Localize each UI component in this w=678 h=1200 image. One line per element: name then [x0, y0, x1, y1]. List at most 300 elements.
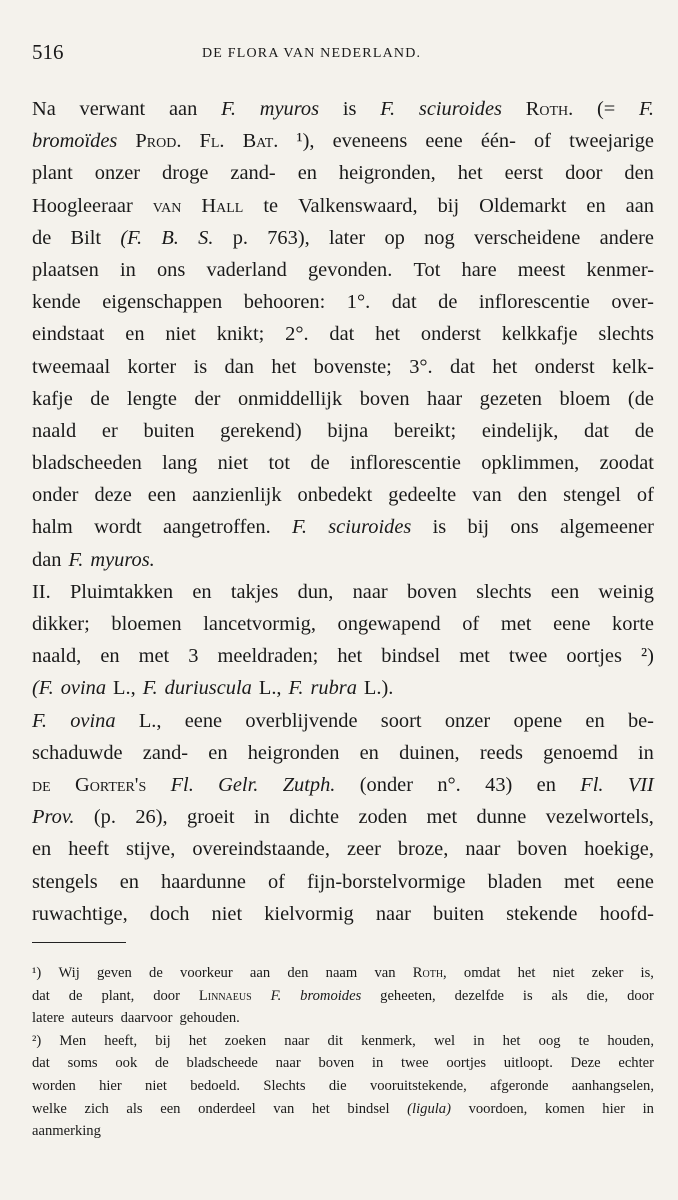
- page-header: [32, 40, 654, 70]
- word: takjes: [230, 580, 279, 603]
- text-line: [32, 866, 654, 898]
- word: inflorescentie: [478, 291, 590, 314]
- word: aanhangselen,: [571, 1077, 654, 1094]
- word: en: [297, 162, 317, 185]
- text-line: [32, 833, 654, 865]
- word: uitloopt.: [503, 1055, 553, 1072]
- word: door: [565, 162, 603, 185]
- word: aanmerking: [32, 1123, 101, 1140]
- word: niet: [145, 1077, 167, 1094]
- word: hier: [99, 1077, 122, 1094]
- word: bedoeld.: [190, 1077, 241, 1094]
- text-line: [32, 383, 654, 415]
- word: een: [160, 1100, 181, 1117]
- word: in: [371, 1055, 384, 1072]
- text-line: [32, 737, 654, 769]
- word: ²): [32, 1032, 42, 1049]
- word: weinig: [598, 580, 654, 603]
- word: en: [585, 709, 605, 732]
- word: naar: [352, 580, 388, 603]
- word: zeker: [591, 965, 624, 981]
- word: oortjes: [566, 645, 622, 668]
- word: Tot: [413, 258, 441, 281]
- word: vaderland: [206, 258, 287, 281]
- word: Wij: [58, 965, 80, 981]
- word: doch: [149, 902, 190, 925]
- word: niet: [552, 965, 575, 981]
- word: F.: [142, 677, 158, 700]
- word: duriuscula: [164, 677, 252, 700]
- word: en: [125, 323, 145, 346]
- word: de: [90, 387, 110, 410]
- word: dat: [329, 323, 355, 346]
- word: F.: [32, 709, 47, 732]
- word: bladen: [487, 870, 542, 893]
- word: zand-: [230, 162, 276, 185]
- word: plant: [32, 162, 73, 185]
- text-line: [32, 511, 654, 543]
- word: is: [522, 987, 533, 1004]
- word: hoofd-: [599, 902, 654, 925]
- word: 3°.: [409, 355, 433, 378]
- word: dan: [32, 548, 62, 571]
- word: meest: [517, 258, 566, 281]
- word: de: [32, 773, 51, 796]
- word: met: [459, 645, 490, 668]
- word: die,: [586, 987, 609, 1004]
- word: opklimmen,: [481, 452, 580, 475]
- word: zoeken: [224, 1032, 267, 1049]
- word: als: [551, 987, 568, 1004]
- word: aanzienlijk: [192, 484, 282, 507]
- word: F.: [221, 98, 236, 120]
- word: de: [149, 965, 163, 981]
- word: ons: [156, 258, 186, 281]
- word: een: [147, 484, 177, 507]
- word: overblijvende: [245, 709, 358, 732]
- word: haardunne: [161, 870, 246, 893]
- word: bloem: [559, 387, 611, 410]
- word: het: [271, 355, 297, 378]
- word: bijna: [327, 419, 369, 442]
- word: Valkenswaard,: [298, 194, 418, 217]
- word: is: [432, 516, 447, 539]
- text-line: [32, 608, 654, 640]
- word: Roth.: [525, 98, 574, 120]
- word: slechts: [476, 580, 532, 603]
- word: slechts: [598, 323, 654, 346]
- text-line: [32, 157, 654, 189]
- text-line: [32, 125, 654, 157]
- word: gehouden.: [179, 1010, 240, 1027]
- word: dat: [391, 291, 417, 314]
- text-line: [32, 93, 654, 125]
- word: in: [119, 258, 136, 281]
- running-title: DE FLORA VAN NEDERLAND.: [202, 46, 422, 61]
- word: bij: [467, 516, 490, 539]
- word: zoodat: [599, 452, 654, 475]
- word: 763),: [267, 226, 310, 249]
- word: en: [208, 741, 228, 764]
- word: vezelwortels,: [545, 806, 654, 829]
- word: (onder: [359, 773, 413, 796]
- word: kielvormig: [264, 902, 354, 925]
- word: dikker;: [32, 613, 90, 635]
- word: omdat: [463, 965, 501, 981]
- word: sciuroides: [418, 98, 502, 120]
- word: kenmer-: [586, 258, 654, 281]
- word: den: [517, 484, 548, 507]
- word: van: [152, 194, 182, 217]
- word: onmiddellijk: [237, 387, 343, 410]
- text-line: [32, 898, 654, 930]
- word: op: [384, 226, 405, 249]
- word: echter: [618, 1055, 654, 1072]
- word: onderdeel: [198, 1100, 256, 1117]
- word: de: [438, 291, 458, 314]
- word: sciuroides: [328, 516, 412, 539]
- word: de: [155, 1055, 169, 1072]
- word: L.).: [363, 677, 394, 700]
- word: 3: [188, 645, 199, 668]
- word: Fl.: [170, 773, 194, 796]
- word: afgeronde: [490, 1077, 549, 1094]
- word: ook: [115, 1055, 138, 1072]
- word: (F.: [120, 226, 143, 249]
- word: 1°.: [346, 291, 371, 314]
- word: andere: [599, 226, 654, 249]
- word: naam: [325, 965, 358, 981]
- word: gevonden.: [307, 258, 393, 281]
- word: gerekend): [220, 419, 302, 442]
- word: eene: [616, 870, 654, 893]
- word: kelk-: [612, 355, 654, 378]
- word: Fl.: [580, 773, 604, 796]
- word: en: [359, 741, 379, 764]
- word: te: [263, 194, 279, 217]
- word: niet: [211, 902, 243, 925]
- word: (F.: [32, 677, 54, 700]
- word: is: [342, 98, 357, 120]
- book-page: [32, 0, 654, 1200]
- word: oog: [538, 1032, 561, 1049]
- word: korte: [612, 613, 654, 635]
- word: dichte: [289, 806, 340, 829]
- word: de: [68, 987, 83, 1004]
- word: als: [126, 1100, 143, 1117]
- word: halm: [32, 516, 73, 539]
- word: ²): [640, 645, 654, 668]
- word: 43): [485, 773, 513, 796]
- word: dat: [584, 419, 609, 442]
- word: bromoïdes: [32, 130, 118, 153]
- text-line: [32, 286, 654, 318]
- text-line: [32, 351, 654, 383]
- word: stekende: [506, 902, 578, 925]
- word: myuros: [259, 98, 320, 120]
- word: nog: [424, 226, 455, 249]
- word: F.: [639, 98, 654, 120]
- word: kelkkafje: [501, 323, 578, 346]
- word: der: [194, 387, 221, 410]
- word: heeft: [68, 838, 110, 861]
- word: plant,: [101, 987, 135, 1004]
- word: in: [638, 741, 654, 764]
- word: Prod.: [135, 130, 182, 153]
- word: eindstaat: [32, 323, 105, 346]
- word: heigronden,: [338, 162, 436, 185]
- word: F.: [380, 98, 396, 120]
- word: Roth,: [412, 965, 447, 981]
- word: van: [374, 965, 396, 981]
- word: eene: [553, 613, 591, 635]
- word: dit: [327, 1032, 343, 1049]
- word: haar: [427, 387, 463, 410]
- word: (de: [627, 387, 654, 410]
- word: eene: [425, 130, 463, 153]
- word: meeldraden;: [217, 645, 319, 668]
- word: aan: [249, 965, 271, 981]
- word: dun,: [297, 580, 334, 603]
- word: over-: [611, 291, 654, 314]
- word: Bilt: [70, 226, 102, 249]
- word: houden,: [607, 1032, 654, 1049]
- word: bovenste;: [313, 355, 392, 378]
- word: worden: [32, 1077, 76, 1094]
- word: welke: [32, 1100, 67, 1117]
- word: droge: [162, 162, 209, 185]
- word: het: [457, 162, 483, 185]
- word: boven: [318, 1055, 355, 1072]
- word: vooruitstekende,: [369, 1077, 467, 1094]
- word: Bat.: [242, 130, 279, 153]
- word: F.: [270, 987, 282, 1004]
- word: in: [473, 1032, 485, 1049]
- word: naar: [375, 902, 411, 925]
- word: latere: [32, 1010, 65, 1027]
- word: dat: [32, 987, 50, 1004]
- word: geheeten,: [380, 987, 436, 1004]
- text-line: [32, 544, 654, 576]
- word: Linnaeus: [198, 987, 252, 1004]
- word: voordoen,: [468, 1100, 528, 1117]
- word: wordt: [94, 516, 142, 539]
- word: VII: [627, 773, 654, 796]
- word: dat: [32, 1055, 50, 1072]
- word: later: [328, 226, 366, 249]
- word: geven: [96, 965, 132, 981]
- word: overeindstaande,: [192, 838, 330, 861]
- word: den: [287, 965, 309, 981]
- word: komen: [544, 1100, 585, 1117]
- word: twee: [401, 1055, 429, 1072]
- word: gedeelte: [388, 484, 457, 507]
- word: bindsel: [381, 645, 441, 668]
- word: S.: [198, 226, 214, 249]
- footnote-line: [32, 985, 654, 1008]
- word: voorkeur: [180, 965, 233, 981]
- footnote-line: [32, 962, 654, 985]
- word: 26),: [135, 806, 168, 829]
- word: aangetroffen.: [162, 516, 271, 539]
- word: Na: [32, 98, 56, 120]
- word: van: [273, 1100, 295, 1117]
- word: zoden: [358, 806, 408, 829]
- word: n°.: [437, 773, 461, 796]
- word: Zutph.: [282, 773, 336, 796]
- word: lengte: [127, 387, 177, 410]
- word: van: [472, 484, 502, 507]
- word: Men: [59, 1032, 87, 1049]
- word: Deze: [570, 1055, 601, 1072]
- word: auteurs: [71, 1010, 114, 1027]
- word: myuros.: [90, 548, 155, 571]
- word: bladscheede: [186, 1055, 258, 1072]
- word: soms: [67, 1055, 98, 1072]
- word: onderst: [534, 355, 595, 378]
- word: ¹): [32, 965, 42, 981]
- word: Gorter's: [75, 773, 147, 796]
- word: zeer: [346, 838, 381, 861]
- word: of: [267, 870, 285, 893]
- word: plaatsen: [32, 258, 99, 281]
- word: naald,: [32, 645, 82, 668]
- word: F.: [292, 516, 307, 539]
- word: naar: [284, 1032, 310, 1049]
- word: eindelijk,: [481, 419, 559, 442]
- word: de: [32, 226, 52, 249]
- word: Pluimtakken: [69, 580, 174, 603]
- word: ¹),: [296, 130, 315, 153]
- word: er: [101, 419, 118, 442]
- word: schaduwde: [32, 741, 123, 764]
- word: bindsel: [347, 1100, 390, 1117]
- word: met: [563, 870, 595, 893]
- footnote-rule: [32, 942, 126, 943]
- word: naald: [32, 419, 77, 442]
- word: naar: [275, 1055, 301, 1072]
- word: bereikt;: [393, 419, 457, 442]
- word: oortjes: [446, 1055, 487, 1072]
- word: Oldemarkt: [479, 194, 567, 217]
- word: de: [634, 419, 654, 442]
- word: F.: [68, 548, 84, 571]
- word: reeds: [479, 741, 523, 764]
- word: groeit: [187, 806, 235, 829]
- word: Hall: [201, 194, 244, 217]
- word: is: [193, 355, 208, 378]
- word: (ligula): [407, 1100, 451, 1117]
- word: zich: [84, 1100, 109, 1117]
- word: niet: [217, 452, 249, 475]
- word: hare: [461, 258, 497, 281]
- word: onzer: [444, 709, 491, 732]
- word: in: [253, 806, 270, 829]
- word: of: [462, 613, 480, 635]
- word: met: [138, 645, 170, 668]
- word: dunne: [476, 806, 527, 829]
- text-line: [32, 769, 654, 801]
- word: tweejarige: [569, 130, 654, 153]
- word: dan: [224, 355, 254, 378]
- word: met: [500, 613, 532, 635]
- word: onzer: [94, 162, 141, 185]
- footnote-line: [32, 1052, 654, 1075]
- word: een: [550, 580, 580, 603]
- word: eene: [184, 709, 223, 732]
- word: rubra: [310, 677, 357, 700]
- word: L.,: [113, 677, 136, 700]
- word: be-: [627, 709, 654, 732]
- word: kenmerk,: [361, 1032, 416, 1049]
- word: p.: [232, 226, 248, 249]
- word: Fl.: [199, 130, 225, 153]
- word: II.: [32, 580, 51, 603]
- footnote-line: [32, 1030, 654, 1053]
- word: bromoides: [300, 987, 362, 1004]
- word: stengel: [563, 484, 621, 507]
- word: stengels: [32, 870, 98, 893]
- word: het: [337, 645, 363, 668]
- word: eigenschappen: [102, 291, 223, 314]
- word: ovina: [60, 677, 107, 700]
- word: Prov.: [32, 806, 75, 829]
- text-line: [32, 447, 654, 479]
- word: buiten: [433, 902, 484, 925]
- word: naar: [465, 838, 501, 861]
- word: ons: [510, 516, 539, 539]
- word: boven: [517, 838, 568, 861]
- word: aan: [625, 194, 654, 217]
- word: heeft,: [104, 1032, 138, 1049]
- word: dat: [450, 355, 475, 378]
- main-text: [32, 93, 654, 930]
- word: buiten: [143, 419, 195, 442]
- word: Gelr.: [218, 773, 259, 796]
- word: door: [627, 987, 654, 1004]
- page-number: 516: [32, 40, 64, 64]
- word: ovina: [70, 709, 116, 732]
- text-line: [32, 479, 654, 511]
- text-line: [32, 415, 654, 447]
- word: en: [192, 580, 212, 603]
- footnote-line: [32, 1098, 654, 1121]
- word: L.,: [138, 709, 162, 732]
- word: heigronden: [247, 741, 340, 764]
- word: de: [310, 452, 330, 475]
- word: B.: [161, 226, 179, 249]
- word: het: [502, 1032, 521, 1049]
- word: het: [375, 323, 401, 346]
- word: en: [100, 645, 120, 668]
- text-line: [32, 672, 654, 704]
- word: fijn-borstelvormige: [307, 870, 466, 893]
- word: en: [586, 194, 606, 217]
- word: het: [492, 355, 518, 378]
- text-line: [32, 318, 654, 350]
- text-line: [32, 576, 654, 608]
- word: één-: [480, 130, 516, 153]
- word: soort: [380, 709, 422, 732]
- word: onbedekt: [297, 484, 373, 507]
- word: verscheidene: [473, 226, 581, 249]
- word: het: [311, 1100, 330, 1117]
- word: wel: [433, 1032, 456, 1049]
- word: F.: [288, 677, 304, 700]
- word: aan: [169, 98, 198, 120]
- footnote-line: [32, 1007, 654, 1030]
- word: tweemaal: [32, 355, 111, 378]
